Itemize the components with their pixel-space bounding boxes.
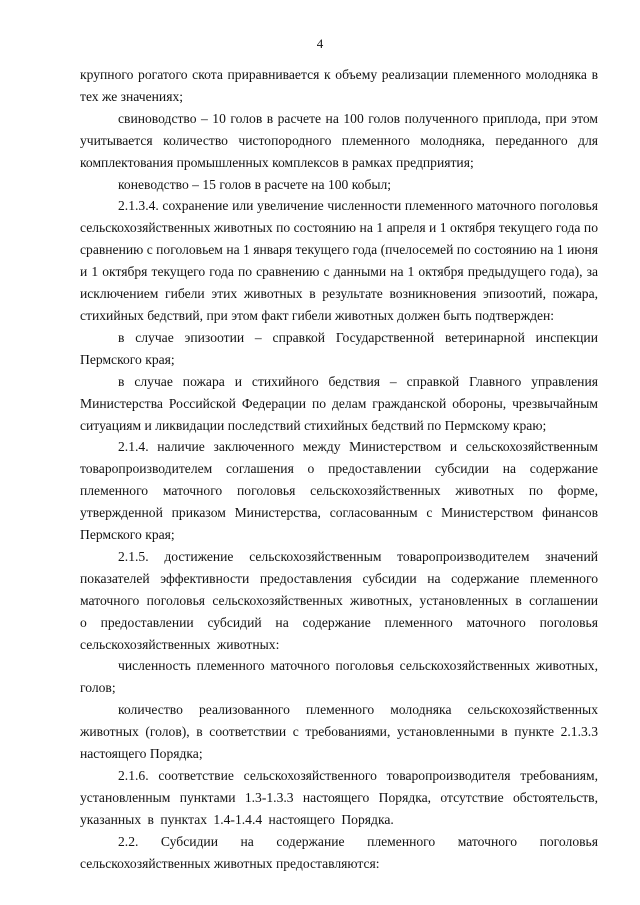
paragraph: численность племенного маточного поголовья сельскохозяйственных животных, голов; xyxy=(80,658,598,696)
paragraph: 2.2. Субсидии на содержание племенного маточного поголовья сельскохозяйственных животных предоставляются: xyxy=(80,833,598,871)
page-number: 4 xyxy=(316,36,324,51)
paragraph: в случае пожара и стихийного бедствия – справкой Главного управления Министерства Российской Федерации по делам гражданской обороны, чрезвычайным ситуациям и ликвидации последствий стихийных бедствий по Пермскому краю; xyxy=(80,373,598,433)
paragraph: количество реализованного племенного молодняка сельскохозяйственных животных (голов), в соответствии с требованиями, установленными в пункте 2.1.3.3 настоящего Порядка; xyxy=(80,702,598,762)
paragraph: крупного рогатого скота приравнивается к объему реализации племенного молодняка в тех же значениях; xyxy=(80,67,598,104)
paragraph: 2.1.5. достижение сельскохозяйственным товаропроизводителем значений показателей эффективности предоставления субсидии на содержание племенного маточного поголовья сельскохозяйственных животных, установленных в соглашении о предоставлении субсидий на содержание племенного маточного поголовья сельскохозяйственных животных: xyxy=(80,548,598,652)
paragraph: 2.1.3.4. сохранение или увеличение численности племенного маточного поголовья сельскохозяйственных животных по состоянию на 1 апреля и 1 октября текущего года по сравнению с поголовьем на 1 января текущего года (пчелосемей по состоянию на 1 июня и 1 октября текущего года по сравнению с данными на 1 октября предыдущего года), за исключением гибели этих животных в результате возникновения эпизоотий, пожара, стихийных бедствий, при этом факт гибели животных должен быть подтвержден: xyxy=(80,198,598,323)
paragraph: 2.1.4. наличие заключенного между Министерством и сельскохозяйственным товаропроизводителем соглашения о предоставлении субсидии на содержание племенного маточного поголовья сельскохозяйственных животных по форме, утвержденной приказом Министерства, согласованным с Министерством финансов Пермского края; xyxy=(80,439,598,543)
paragraph: коневодство – 15 голов в расчете на 100 кобыл; xyxy=(118,176,392,192)
paragraph: 2.1.6. соответствие сельскохозяйственного товаропроизводителя требованиям, установленным пунктами 1.3-1.3.3 настоящего Порядка, отсутствие обстоятельств, указанных в пунктах 1.4-1.4.4 настоящего Порядка. xyxy=(80,768,598,827)
document-body xyxy=(80,64,598,875)
paragraph: свиноводство – 10 голов в расчете на 100 голов полученного приплода, при этом учитывается количество чистопородного племенного молодняка, переданного для комплектования промышленных комплексов в рамках предприятия; xyxy=(80,110,598,170)
paragraph: в случае эпизоотии – справкой Государственной ветеринарной инспекции Пермского края; xyxy=(80,329,598,367)
